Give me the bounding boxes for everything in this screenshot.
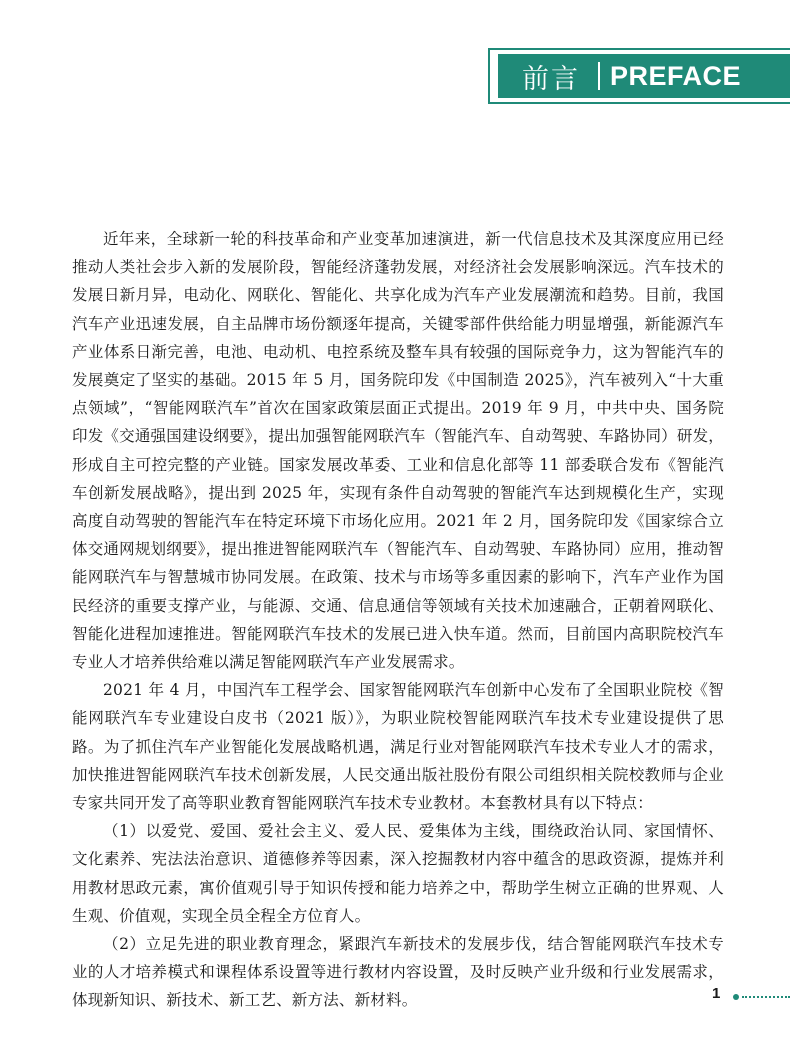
page-number: 1 xyxy=(712,985,721,1002)
paragraph-feature-1: （1）以爱党、爱国、爱社会主义、爱人民、爱集体为主线，围绕政治认同、家国情怀、文化素养、宪法法治意识、道德修养等因素，深入挖掘教材内容中蕴含的思政资源，提炼并利用教材思政元素，寓价值观引导于知识传授和能力培养之中，帮助学生树立正确的世界观、人生观、价值观，实现全员全程全方位育人。 xyxy=(72,822,724,925)
header-banner xyxy=(498,54,790,98)
page-marker-dot xyxy=(733,994,739,1000)
preface-body xyxy=(72,225,724,1015)
page-title-cn: 前言 xyxy=(522,63,580,95)
page-marker-line xyxy=(742,996,790,998)
paragraph-feature-2: （2）立足先进的职业教育理念，紧跟汽车新技术的发展步伐，结合智能网联汽车技术专业的人才培养模式和课程体系设置等进行教材内容设置，及时反映产业升级和行业发展需求，体现新知识、新技术、新工艺、新方法、新材料。 xyxy=(72,935,724,1010)
paragraph-whitepaper: 2021 年 4 月，中国汽车工程学会、国家智能网联汽车创新中心发布了全国职业院校《智能网联汽车专业建设白皮书（2021 版）》，为职业院校智能网联汽车技术专业建设提供了思路。为了抓住汽车产业智能化发展战略机遇，满足行业对智能网联汽车技术专业人才的需求，加快推进智能网联汽车技术创新发展，人民交通出版社股份有限公司组织相关院校教师与企业专家共同开发了高等职业教育智能网联汽车技术专业教材。本套教材具有以下特点： xyxy=(72,681,724,813)
paragraph-intro: 近年来，全球新一轮的科技革命和产业变革加速演进，新一代信息技术及其深度应用已经推动人类社会步入新的发展阶段，智能经济蓬勃发展，对经济社会发展影响深远。汽车技术的发展日新月异，电动化、网联化、智能化、共享化成为汽车产业发展潮流和趋势。目前，我国汽车产业迅速发展，自主品牌市场份额逐年提高，关键零部件供给能力明显增强，新能源汽车产业体系日渐完善，电池、电动机、电控系统及整车具有较强的国际竞争力，这为智能汽车的发展奠定了坚实的基础。2015 年 5 月，国务院印发《中国制造 2025》，汽车被列入“十大重点领域”，“智能网联汽车”首次在国家政策层面正式提出。2019 年 9 月，中共中央、国务院印发《交通强国建设纲要》，提出加强智能网联汽车（智能汽车、自动驾驶、车路协同）研发，形成自主可控完整的产业链。国家发展改革委、工业和信息化部等 11 部委联合发布《智能汽车创新发展战略》，提出到 2025 年，实现有条件自动驾驶的智能汽车达到规模化生产，实现高度自动驾驶的智能汽车在特定环境下市场化应用。2021 年 2 月，国务院印发《国家综合立体交通网规划纲要》，提出推进智能网联汽车（智能汽车、自动驾驶、车路协同）应用，推动智能网联汽车与智慧城市协同发展。在政策、技术与市场等多重因素的影响下，汽车产业作为国民经济的重要支撑产业，与能源、交通、信息通信等领域有关技术加速融合，正朝着网联化、智能化进程加速推进。智能网联汽车技术的发展已进入快车道。然而，目前国内高职院校汽车专业人才培养供给难以满足智能网联汽车产业发展需求。 xyxy=(72,230,724,672)
title-divider xyxy=(598,62,600,90)
page-title-en: PREFACE xyxy=(610,60,742,91)
